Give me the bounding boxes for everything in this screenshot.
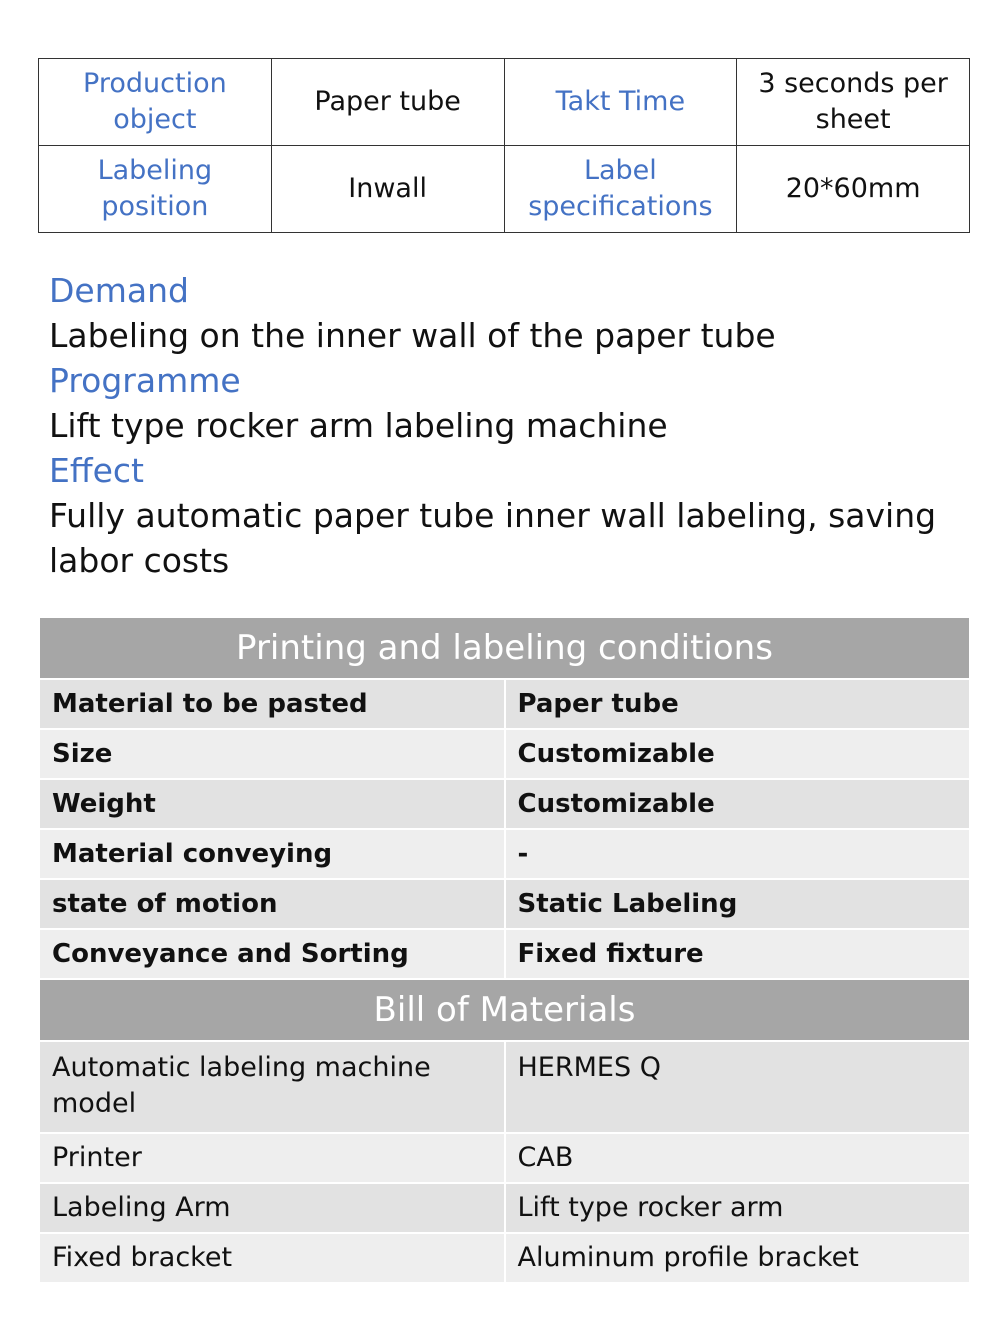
table-row	[40, 779, 969, 829]
table-row	[40, 929, 969, 979]
demand-heading: Demand	[49, 271, 189, 310]
programme-heading: Programme	[49, 361, 241, 400]
table-row	[40, 829, 969, 879]
programme-text: Lift type rocker arm labeling machine	[49, 406, 668, 445]
conditions-table	[40, 618, 969, 1284]
conditions-header	[40, 618, 969, 679]
table-row	[40, 1133, 969, 1183]
labeling-position-label: Labeling position	[39, 146, 272, 233]
bom-title: Bill of Materials	[40, 979, 969, 1041]
conditions-title: Printing and labeling conditions	[40, 618, 969, 679]
table-row	[40, 679, 969, 729]
effect-text: Fully automatic paper tube inner wall labeling, saving labor costs	[49, 496, 937, 580]
bom-label: Automatic labeling machine model	[40, 1041, 505, 1133]
condition-label: Weight	[40, 779, 505, 829]
bom-label: Printer	[40, 1133, 505, 1183]
demand-text: Labeling on the inner wall of the paper tube	[49, 316, 776, 355]
bom-value: Lift type rocker arm	[505, 1183, 970, 1233]
spec-row	[39, 146, 970, 233]
condition-value: Customizable	[505, 779, 970, 829]
production-object-value: Paper tube	[271, 59, 504, 146]
spec-row	[39, 59, 970, 146]
effect-heading: Effect	[49, 451, 144, 490]
bom-value: CAB	[505, 1133, 970, 1183]
labeling-position-value: Inwall	[271, 146, 504, 233]
summary-section	[49, 268, 979, 583]
label-spec-value: 20*60mm	[737, 146, 970, 233]
label-spec-label: Label specifications	[504, 146, 737, 233]
condition-value: Fixed fixture	[505, 929, 970, 979]
bom-header	[40, 979, 969, 1041]
condition-value: -	[505, 829, 970, 879]
condition-value: Static Labeling	[505, 879, 970, 929]
takt-time-label: Takt Time	[504, 59, 737, 146]
condition-value: Customizable	[505, 729, 970, 779]
condition-label: state of motion	[40, 879, 505, 929]
bom-label: Labeling Arm	[40, 1183, 505, 1233]
table-row	[40, 1041, 969, 1133]
condition-value: Paper tube	[505, 679, 970, 729]
spec-table	[38, 58, 970, 233]
condition-label: Conveyance and Sorting	[40, 929, 505, 979]
table-row	[40, 729, 969, 779]
bom-value: HERMES Q	[505, 1041, 970, 1133]
bom-label: Fixed bracket	[40, 1233, 505, 1283]
table-row	[40, 1183, 969, 1233]
production-object-label: Production object	[39, 59, 272, 146]
bom-value: Aluminum profile bracket	[505, 1233, 970, 1283]
takt-time-value: 3 seconds per sheet	[737, 59, 970, 146]
table-row	[40, 879, 969, 929]
condition-label: Material conveying	[40, 829, 505, 879]
condition-label: Material to be pasted	[40, 679, 505, 729]
table-row	[40, 1233, 969, 1283]
condition-label: Size	[40, 729, 505, 779]
